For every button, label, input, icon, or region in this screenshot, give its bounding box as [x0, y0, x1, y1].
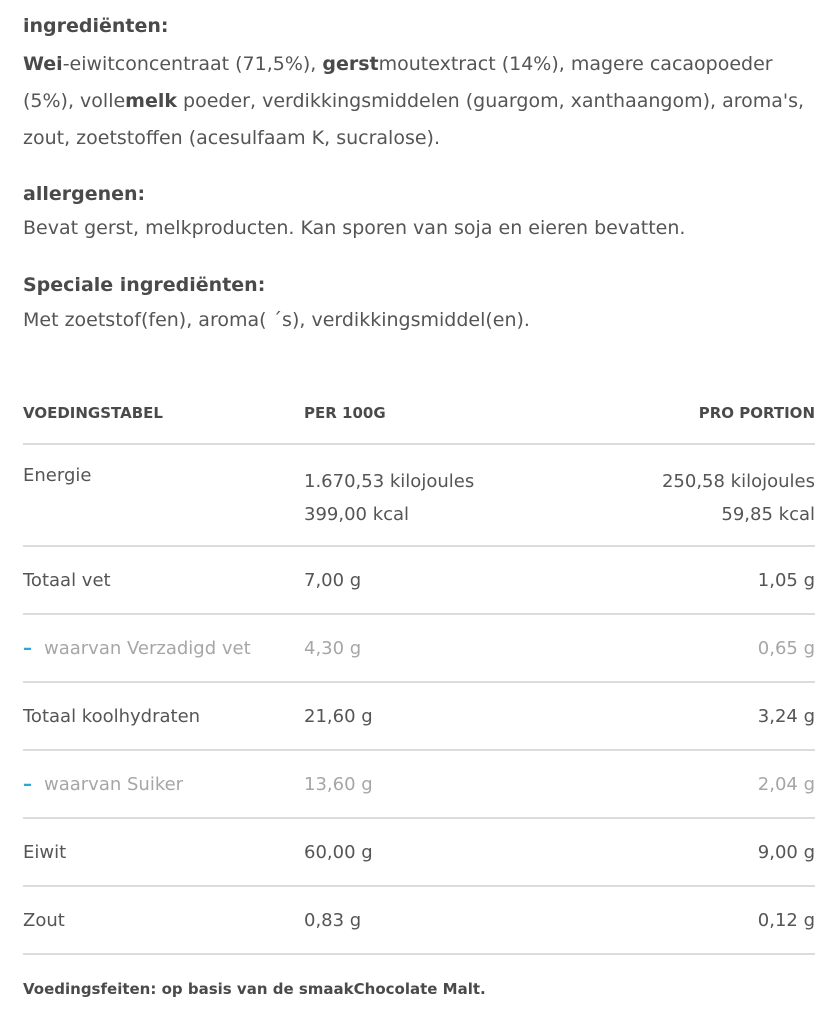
table-row — [23, 445, 815, 547]
nutrient-label-cell — [23, 465, 304, 486]
per-portion-value: 250,58 kilojoules — [661, 471, 815, 492]
sub-item-dash: – — [23, 773, 32, 795]
ingredient-allergen-highlight: Wei — [23, 53, 63, 75]
per-portion-cell — [585, 706, 815, 727]
per-portion-value: 9,00 g — [757, 841, 815, 863]
nutrient-label: Zout — [23, 909, 65, 931]
table-row — [23, 615, 815, 683]
per-100g-cell — [304, 842, 585, 863]
per-100g-value: 399,00 kcal — [304, 504, 410, 525]
table-row — [23, 683, 815, 751]
nutrient-label-cell — [23, 638, 304, 659]
nutrient-label-cell — [23, 570, 304, 591]
per-100g-cell — [304, 706, 585, 727]
nutrient-label-cell — [23, 706, 304, 727]
nutrition-footnote: Voedingsfeiten: op basis van de smaakChocolate Malt. — [23, 980, 486, 998]
table-row — [23, 819, 815, 887]
per-portion-cell — [585, 910, 815, 931]
per-portion-cell — [585, 570, 815, 591]
nutrient-label: Totaal koolhydraten — [23, 705, 201, 727]
ingredient-allergen-highlight: gerst — [322, 53, 379, 75]
nutrition-table — [23, 390, 815, 955]
special-ingredients-heading: Speciale ingrediënten: — [23, 274, 266, 296]
per-100g-value: 1.670,53 kilojoules — [304, 471, 475, 492]
per-100g-value: 4,30 g — [304, 637, 362, 659]
nutrient-label: Energie — [23, 465, 92, 486]
per-100g-value: 60,00 g — [304, 841, 373, 863]
per-100g-cell — [304, 910, 585, 931]
nutrient-label: waarvan Verzadigd vet — [44, 637, 251, 659]
table-row — [23, 751, 815, 819]
header-per-portion: PRO PORTION — [698, 404, 815, 422]
ingredients-text — [23, 46, 815, 157]
header-per-100g: PER 100G — [304, 404, 386, 422]
nutrition-table-header — [23, 390, 815, 445]
ingredients-heading: ingrediënten: — [23, 15, 169, 37]
nutrient-label-cell — [23, 842, 304, 863]
per-portion-cell — [585, 842, 815, 863]
nutrient-label-cell — [23, 774, 304, 795]
per-portion-value: 3,24 g — [757, 705, 815, 727]
per-portion-value: 59,85 kcal — [721, 504, 815, 525]
per-100g-cell — [304, 570, 585, 591]
per-100g-value: 0,83 g — [304, 909, 362, 931]
per-portion-value: 0,65 g — [757, 637, 815, 659]
nutrition-table-body — [23, 445, 815, 955]
per-100g-cell — [304, 638, 585, 659]
table-row — [23, 887, 815, 955]
nutrient-label: waarvan Suiker — [44, 773, 184, 795]
per-100g-cell — [304, 774, 585, 795]
per-portion-value: 0,12 g — [757, 909, 815, 931]
per-portion-cell — [585, 774, 815, 795]
per-portion-value: 2,04 g — [757, 773, 815, 795]
allergens-heading: allergenen: — [23, 183, 146, 205]
sub-item-dash: – — [23, 637, 32, 659]
per-100g-cell — [304, 465, 585, 531]
per-100g-value: 13,60 g — [304, 773, 373, 795]
per-portion-value: 1,05 g — [757, 569, 815, 591]
per-portion-cell — [585, 465, 815, 531]
per-portion-cell — [585, 638, 815, 659]
nutrient-label-cell — [23, 910, 304, 931]
allergens-text: Bevat gerst, melkproducten. Kan sporen van soja en eieren bevatten. — [23, 217, 686, 239]
ingredient-text-segment: poeder, verdikkingsmiddelen (guargom, xanthaangom), aroma's, zout, zoetstoffen (acesulfaam K, sucralose). — [23, 90, 805, 149]
per-100g-value: 21,60 g — [304, 705, 373, 727]
ingredient-allergen-highlight: melk — [125, 90, 178, 112]
per-100g-value: 7,00 g — [304, 569, 362, 591]
table-row — [23, 547, 815, 615]
special-ingredients-text: Met zoetstof(fen), aroma( ´s), verdikkingsmiddel(en). — [23, 309, 530, 331]
header-nutrition-label: VOEDINGSTABEL — [23, 404, 163, 422]
nutrient-label: Eiwit — [23, 841, 67, 863]
nutrient-label: Totaal vet — [23, 569, 111, 591]
ingredient-text-segment: -eiwitconcentraat (71,5%), — [62, 53, 323, 75]
ingredient-text-segment: moutextract (14%), magere cacaopoeder (5%), volle — [23, 53, 773, 112]
